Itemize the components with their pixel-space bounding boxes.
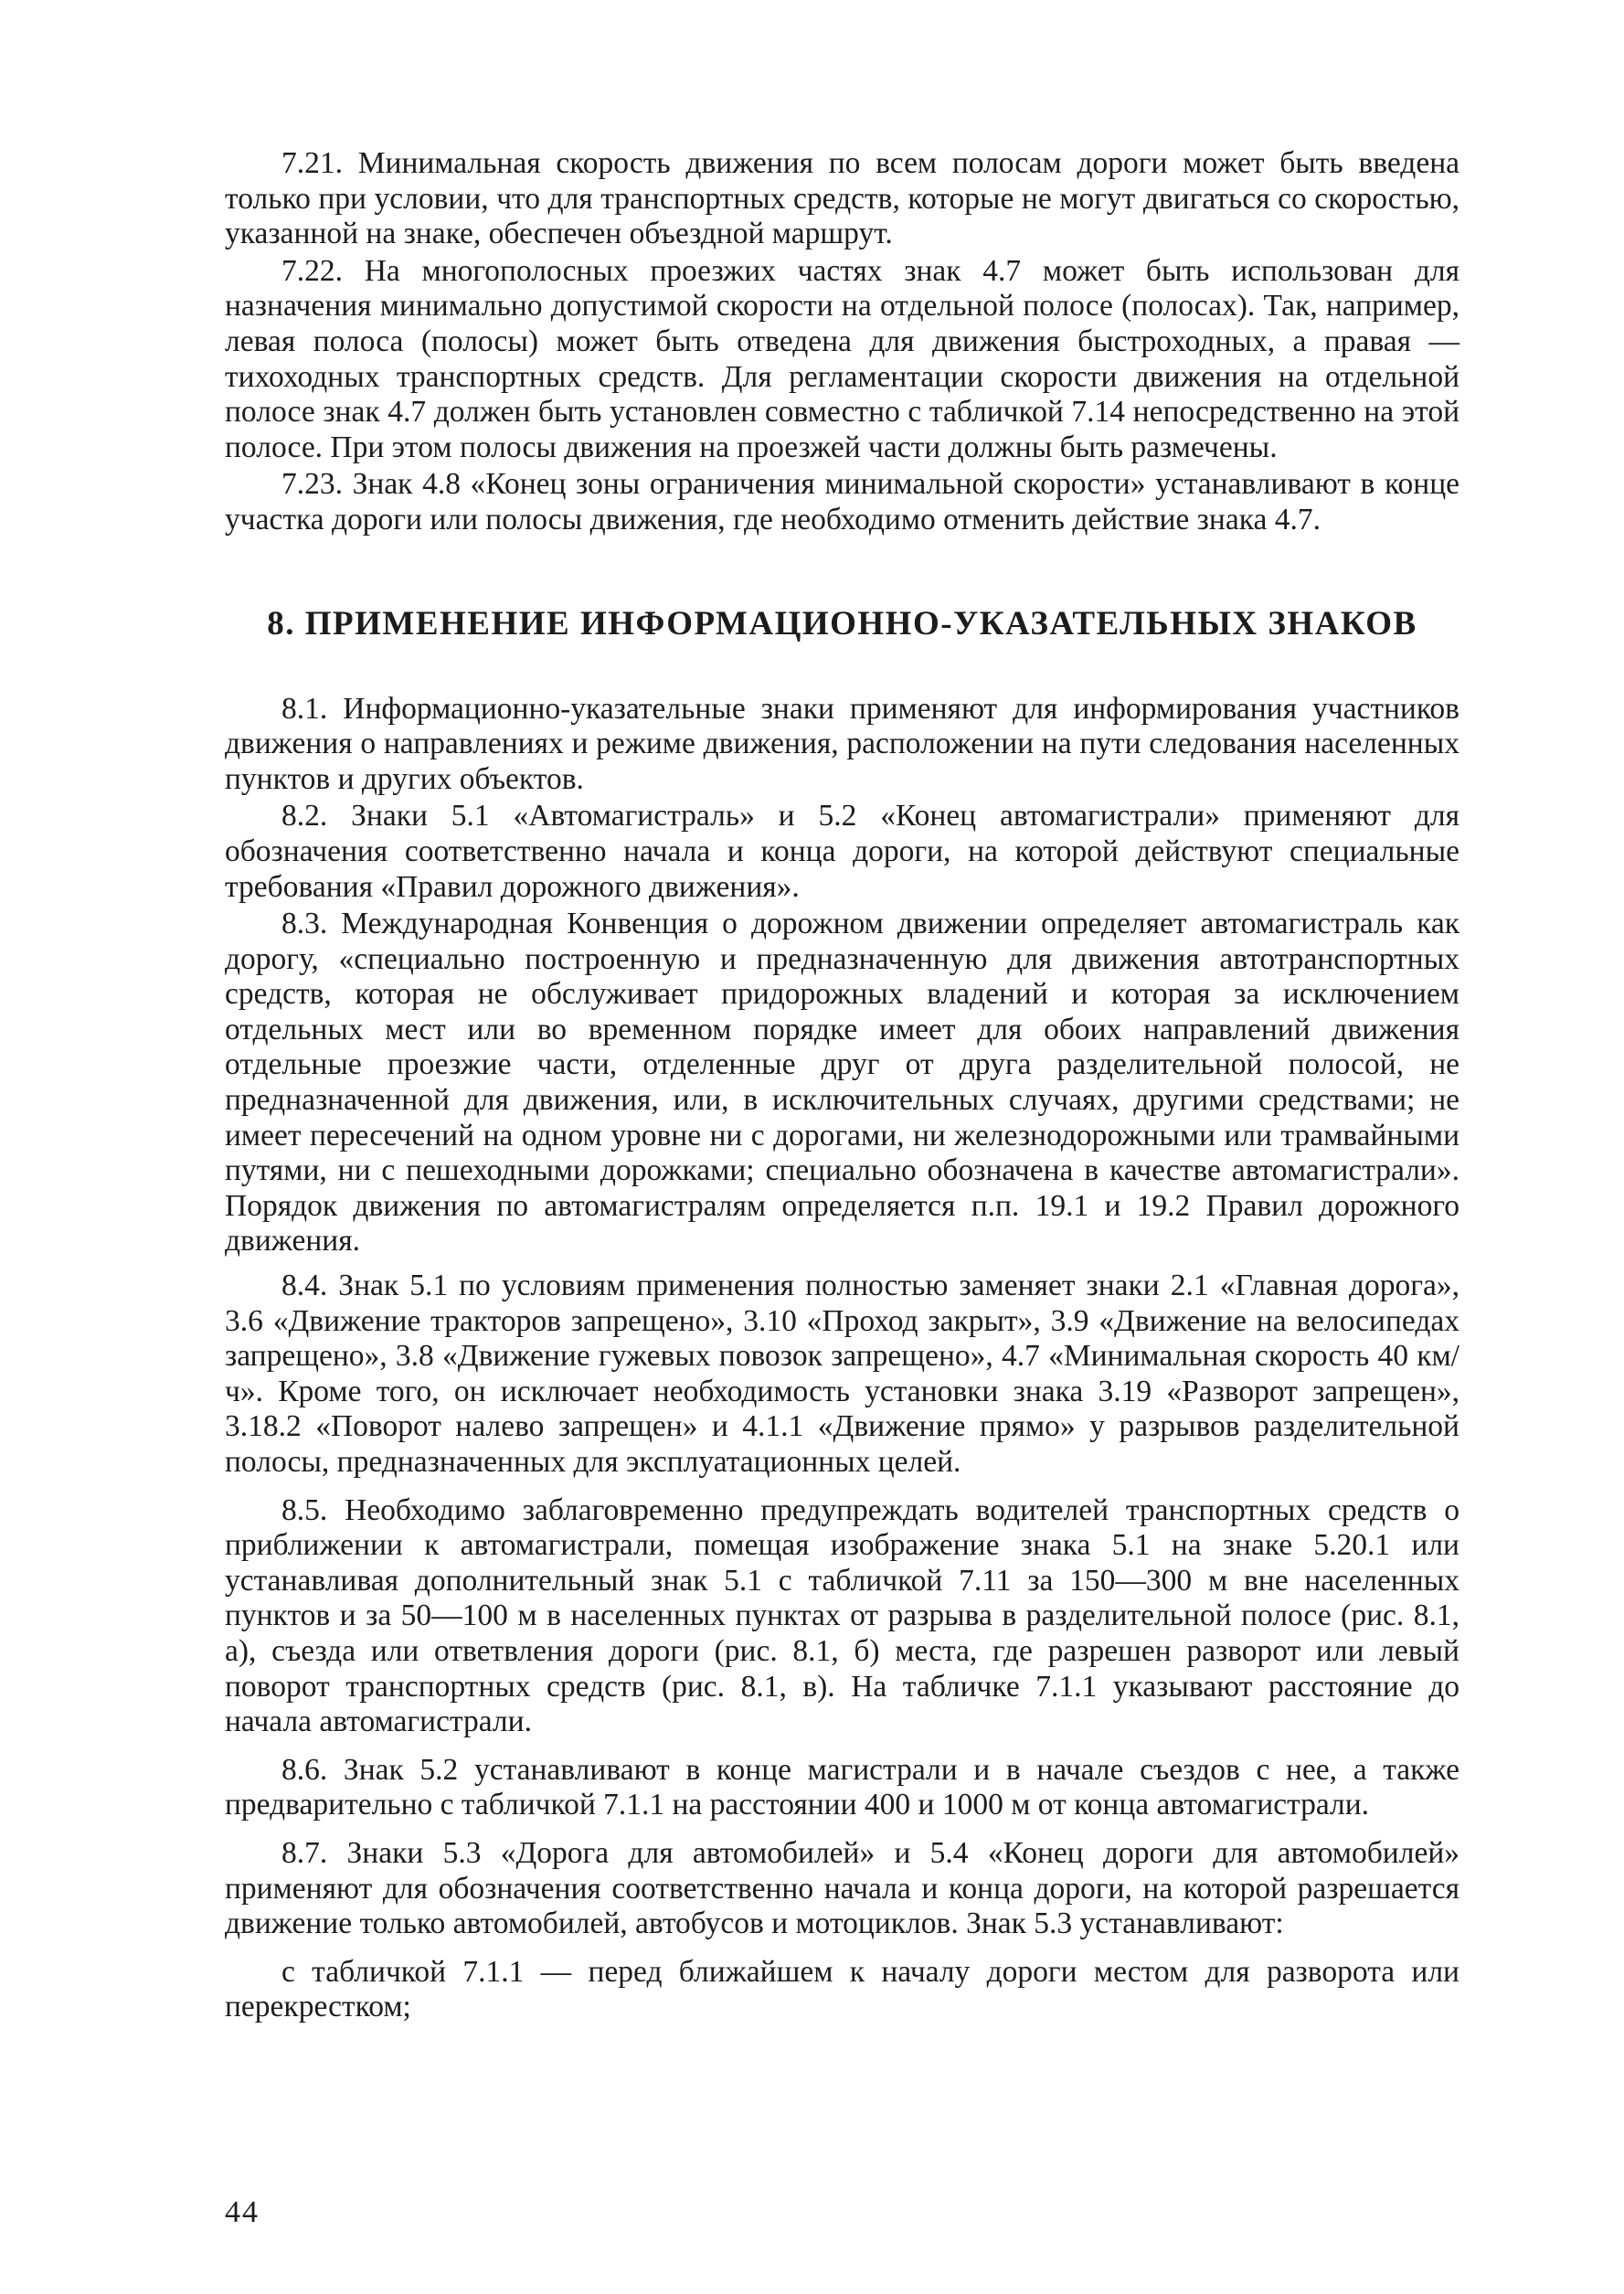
paragraph-8-7-item-1: с табличкой 7.1.1 — перед ближайшем к началу дороги местом для разворота или перекрестком; [225, 1954, 1459, 2024]
paragraph-7-23: 7.23. Знак 4.8 «Конец зоны ограничения минимальной скорости» устанавливают в конце участка дороги или полосы движения, где необходимо отменить действие знака 4.7. [225, 467, 1459, 536]
paragraph-8-4: 8.4. Знак 5.1 по условиям применения полностью заменяет знаки 2.1 «Главная дорога», 3.6 «Движение тракторов запрещено», 3.10 «Проход закрыт», 3.9 «Движение на велосипедах запрещено», 3.8 «Движение гужевых повозок запрещено», 4.7 «Минимальная скорость 40 км/ч». Кроме того, он исключает необходимость установки знака 3.19 «Разворот запрещен», 3.18.2 «Поворот налево запрещен» и 4.1.1 «Движение прямо» у разрывов разделительной полосы, предназначенных для эксплуатационных целей. [225, 1269, 1459, 1479]
section-heading: 8. ПРИМЕНЕНИЕ ИНФОРМАЦИОННО-УКАЗАТЕЛЬНЫХ ЗНАКОВ [267, 604, 1417, 643]
paragraph-8-7: 8.7. Знаки 5.3 «Дорога для автомобилей» и 5.4 «Конец дороги для автомобилей» применяют для обозначения соответственно начала и конца дороги, на которой разрешается движение только автомобилей, автобусов и мотоциклов. Знак 5.3 устанавливают: [225, 1835, 1459, 1941]
paragraph-7-21: 7.21. Минимальная скорость движения по всем полосам дороги может быть введена только при условии, что для транспортных средств, которые не могут двигаться со скоростью, указанной на знаке, обеспечен объездной маршрут. [225, 146, 1459, 251]
paragraph-8-1: 8.1. Информационно-указательные знаки применяют для информирования участников движения о направлениях и режиме движения, расположении на пути следования населенных пунктов и других объектов. [225, 691, 1459, 796]
paragraph-8-6: 8.6. Знак 5.2 устанавливают в конце магистрали и в начале съездов с нее, а также предварительно с табличкой 7.1.1 на расстоянии 400 и 1000 м от конца автомагистрали. [225, 1752, 1459, 1822]
page-number: 44 [225, 2195, 260, 2229]
paragraph-8-2: 8.2. Знаки 5.1 «Автомагистраль» и 5.2 «Конец автомагистрали» применяют для обозначения соответственно начала и конца дороги, на которой действуют специальные требования «Правил дорожного движения». [225, 799, 1459, 904]
paragraph-8-5: 8.5. Необходимо заблаговременно предупреждать водителей транспортных средств о приближении к автомагистрали, помещая изображение знака 5.1 на знаке 5.20.1 или устанавливая дополнительный знак 5.1 с табличкой 7.11 за 150—300 м вне населенных пунктов и за 50—100 м в населенных пунктах от разрыва в разделительной полосе (рис. 8.1, а), съезда или ответвления дороги (рис. 8.1, б) места, где разрешен разворот или левый поворот транспортных средств (рис. 8.1, в). На табличке 7.1.1 указывают расстояние до начала автомагистрали. [225, 1492, 1459, 1739]
paragraph-8-3: 8.3. Международная Конвенция о дорожном движении определяет автомагистраль как дорогу, «специально построенную и предназначенную для движения автотранспортных средств, которая не обслуживает придорожных владений и которая за исключением отдельных мест или во временном порядке имеет для обоих направлений движения отдельные проезжие части, отделенные друг от друга разделительной полосой, не предназначенной для движения, или, в исключительных случаях, другими средствами; не имеет пересечений на одном уровне ни с дорогами, ни железнодорожными или трамвайными путями, ни с пешеходными дорожками; специально обозначена в качестве автомагистрали». Порядок движения по автомагистралям определяется п.п. 19.1 и 19.2 Правил дорожного движения. [225, 907, 1459, 1259]
paragraph-7-22: 7.22. На многополосных проезжих частях знак 4.7 может быть использован для назначения минимально допустимой скорости на отдельной полосе (полосах). Так, например, левая полоса (полосы) может быть отведена для движения быстроходных, а правая — тихоходных транспортных средств. Для регламентации скорости движения на отдельной полосе знак 4.7 должен быть установлен совместно с табличкой 7.14 непосредственно на этой полосе. При этом полосы движения на проезжей части должны быть размечены. [225, 253, 1459, 464]
